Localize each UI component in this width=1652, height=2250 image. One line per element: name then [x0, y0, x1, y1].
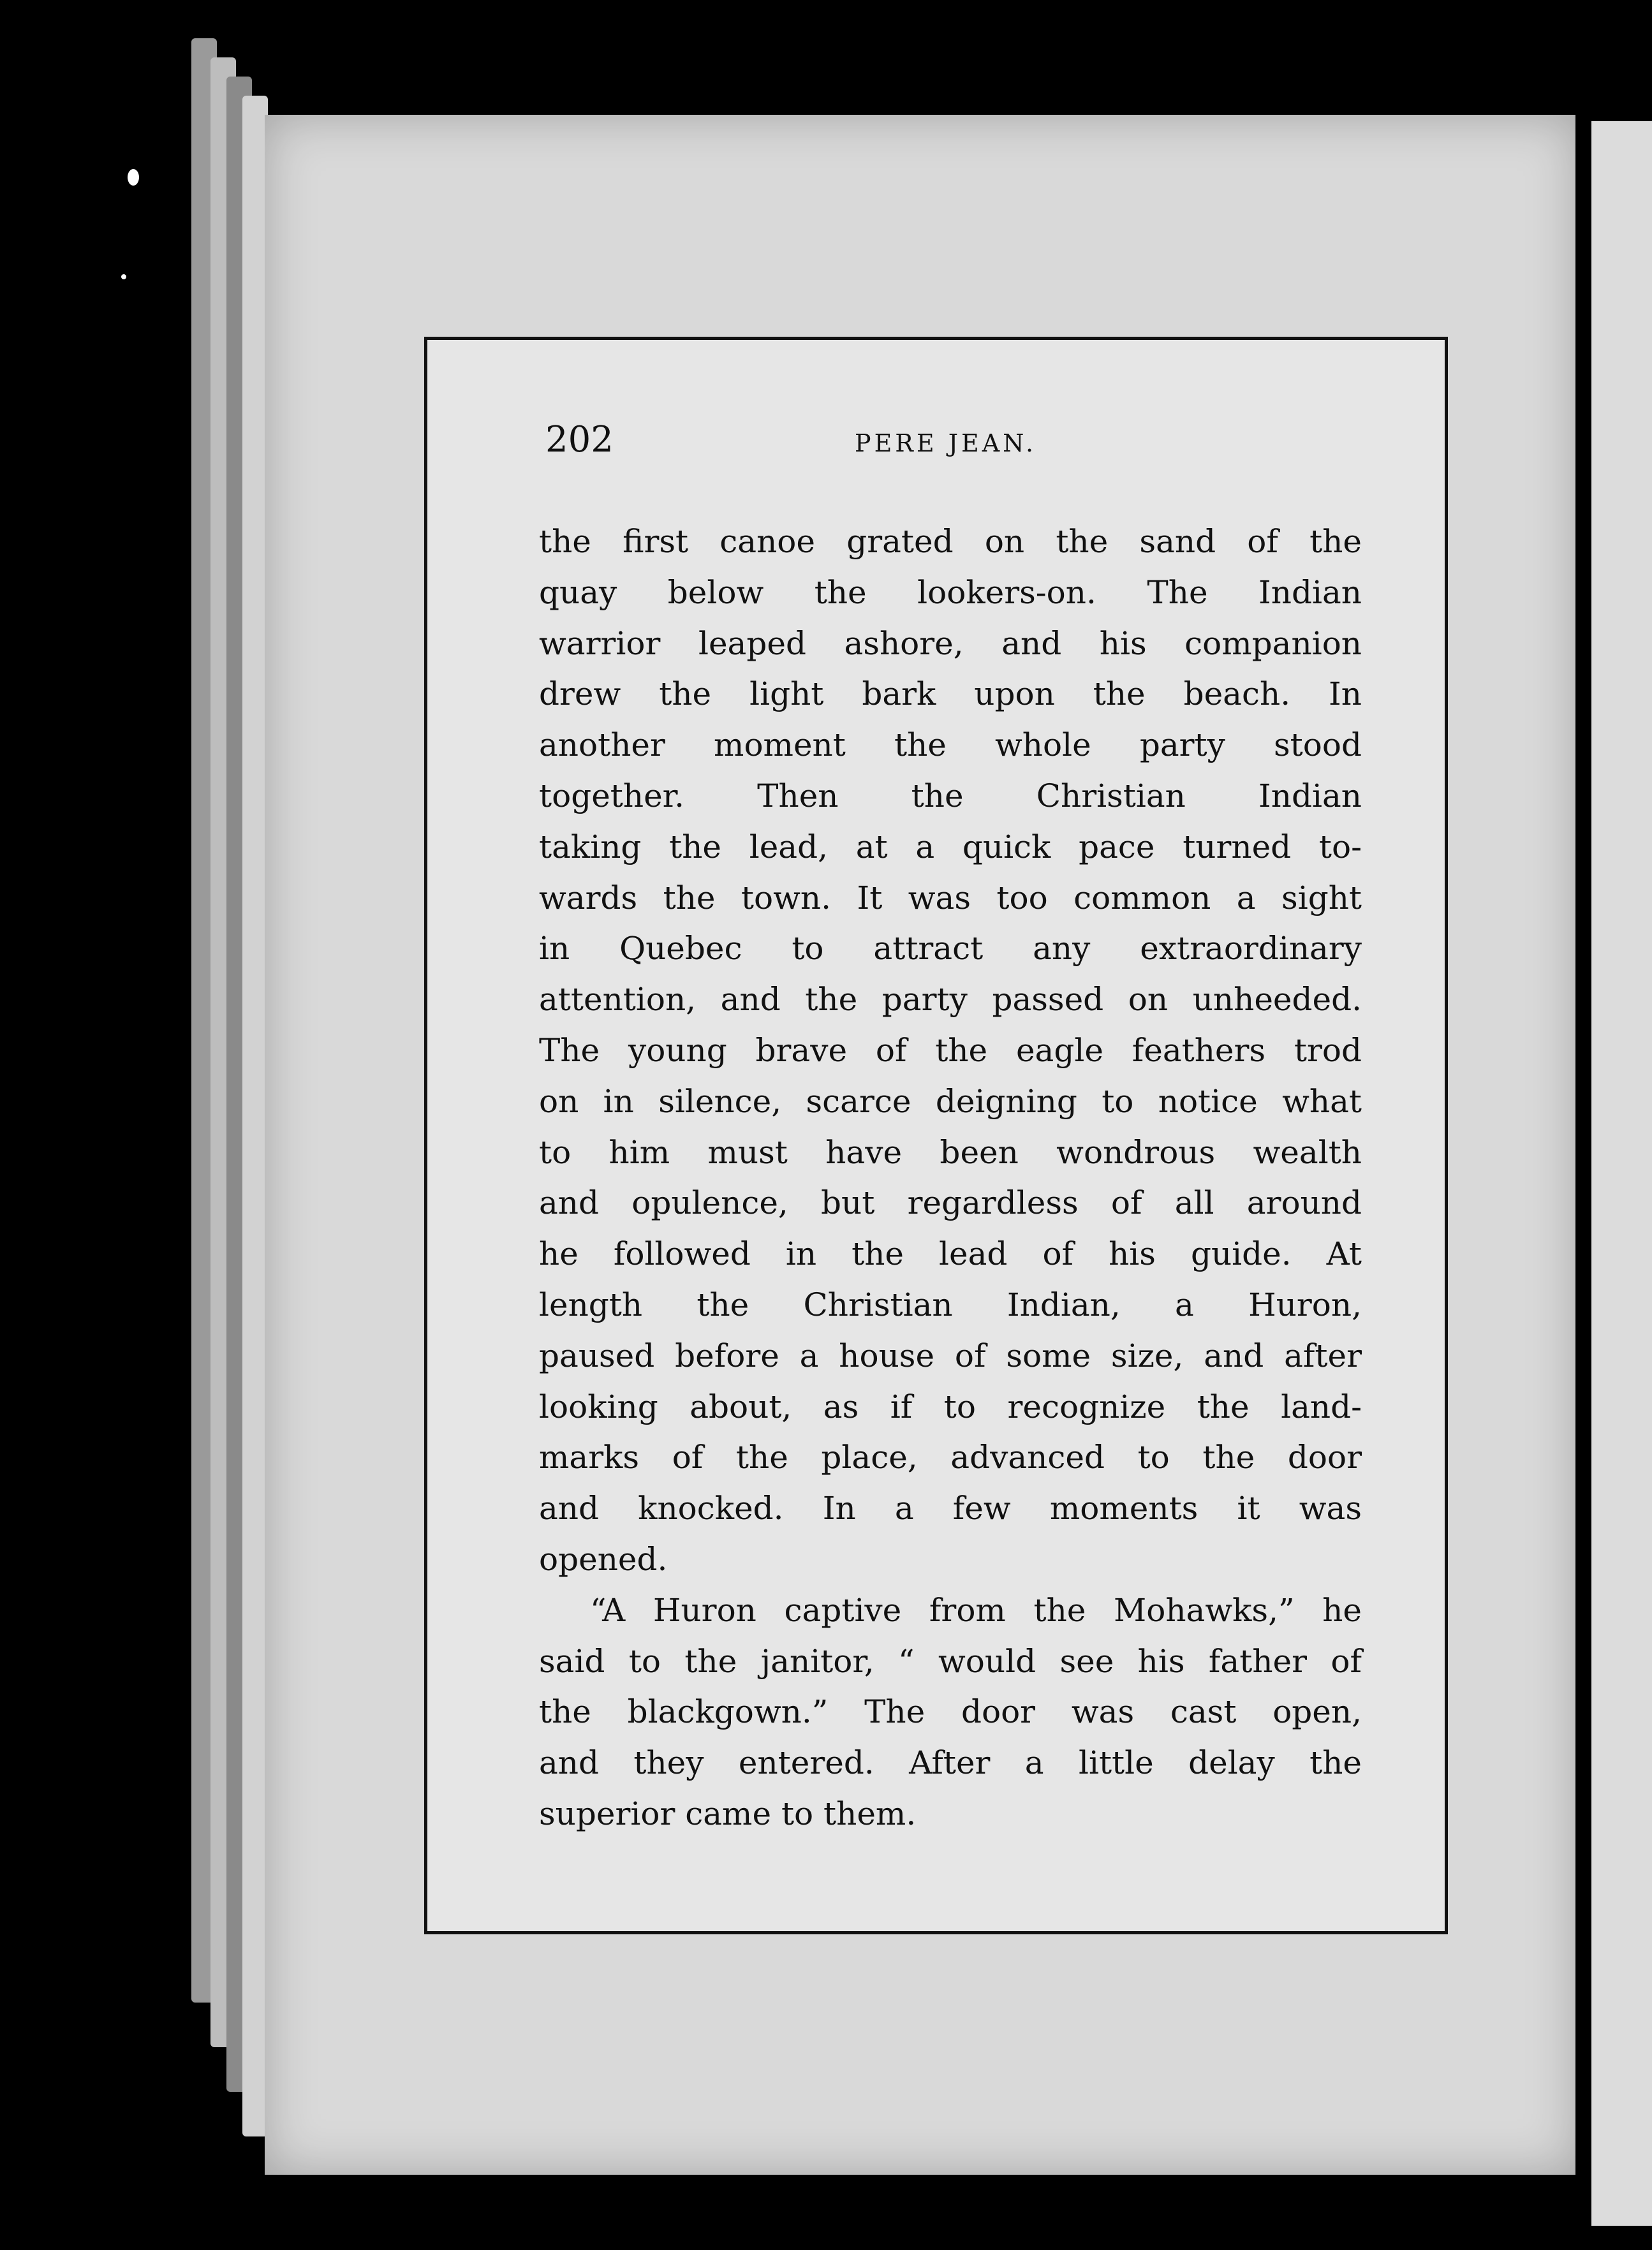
text-line: the first canoe grated on the sand of the	[539, 523, 1362, 560]
text-line: wards the town. It was too common a sight	[539, 879, 1362, 916]
facing-page	[1591, 121, 1652, 2226]
text-line: quay below the lookers-on. The Indian	[539, 573, 1362, 611]
text-line: said to the janitor, “ would see his father of	[539, 1642, 1362, 1680]
scan-speck	[121, 274, 126, 279]
text-line: warrior leaped ashore, and his companion	[539, 624, 1362, 662]
text-line: marks of the place, advanced to the door	[539, 1439, 1362, 1476]
text-line: opened.	[539, 1540, 668, 1578]
text-line: another moment the whole party stood	[539, 726, 1362, 764]
text-line: on in silence, scarce deigning to notice what	[539, 1082, 1362, 1120]
text-line: and opulence, but regardless of all around	[539, 1184, 1362, 1222]
text-line: The young brave of the eagle feathers trod	[539, 1031, 1362, 1069]
text-line: he followed in the lead of his guide. At	[539, 1235, 1362, 1273]
text-line: paused before a house of some size, and after	[539, 1337, 1362, 1374]
text-line: together. Then the Christian Indian	[539, 777, 1362, 814]
page-number: 202	[545, 419, 614, 460]
page-edge	[242, 96, 268, 2136]
text-line: in Quebec to attract any extraordinary	[539, 930, 1362, 967]
running-head: PERE JEAN.	[855, 429, 1037, 457]
page-header	[545, 418, 1362, 475]
text-line: “A Huron captive from the Mohawks,” he	[590, 1591, 1362, 1629]
text-line: the blackgown.” The door was cast open,	[539, 1693, 1362, 1731]
text-line: length the Christian Indian, a Huron,	[539, 1286, 1362, 1323]
text-line: attention, and the party passed on unheeded.	[539, 981, 1362, 1018]
text-line: to him must have been wondrous wealth	[539, 1133, 1362, 1171]
text-line: and knocked. In a few moments it was	[539, 1490, 1362, 1527]
scan-speck	[128, 169, 139, 186]
text-line: taking the lead, at a quick pace turned to-	[539, 828, 1362, 865]
text-line: superior came to them.	[539, 1795, 917, 1832]
body-text	[539, 517, 1362, 1840]
text-line: looking about, as if to recognize the land-	[539, 1388, 1362, 1425]
text-line: and they entered. After a little delay the	[539, 1744, 1362, 1782]
text-line: drew the light bark upon the beach. In	[539, 675, 1362, 713]
